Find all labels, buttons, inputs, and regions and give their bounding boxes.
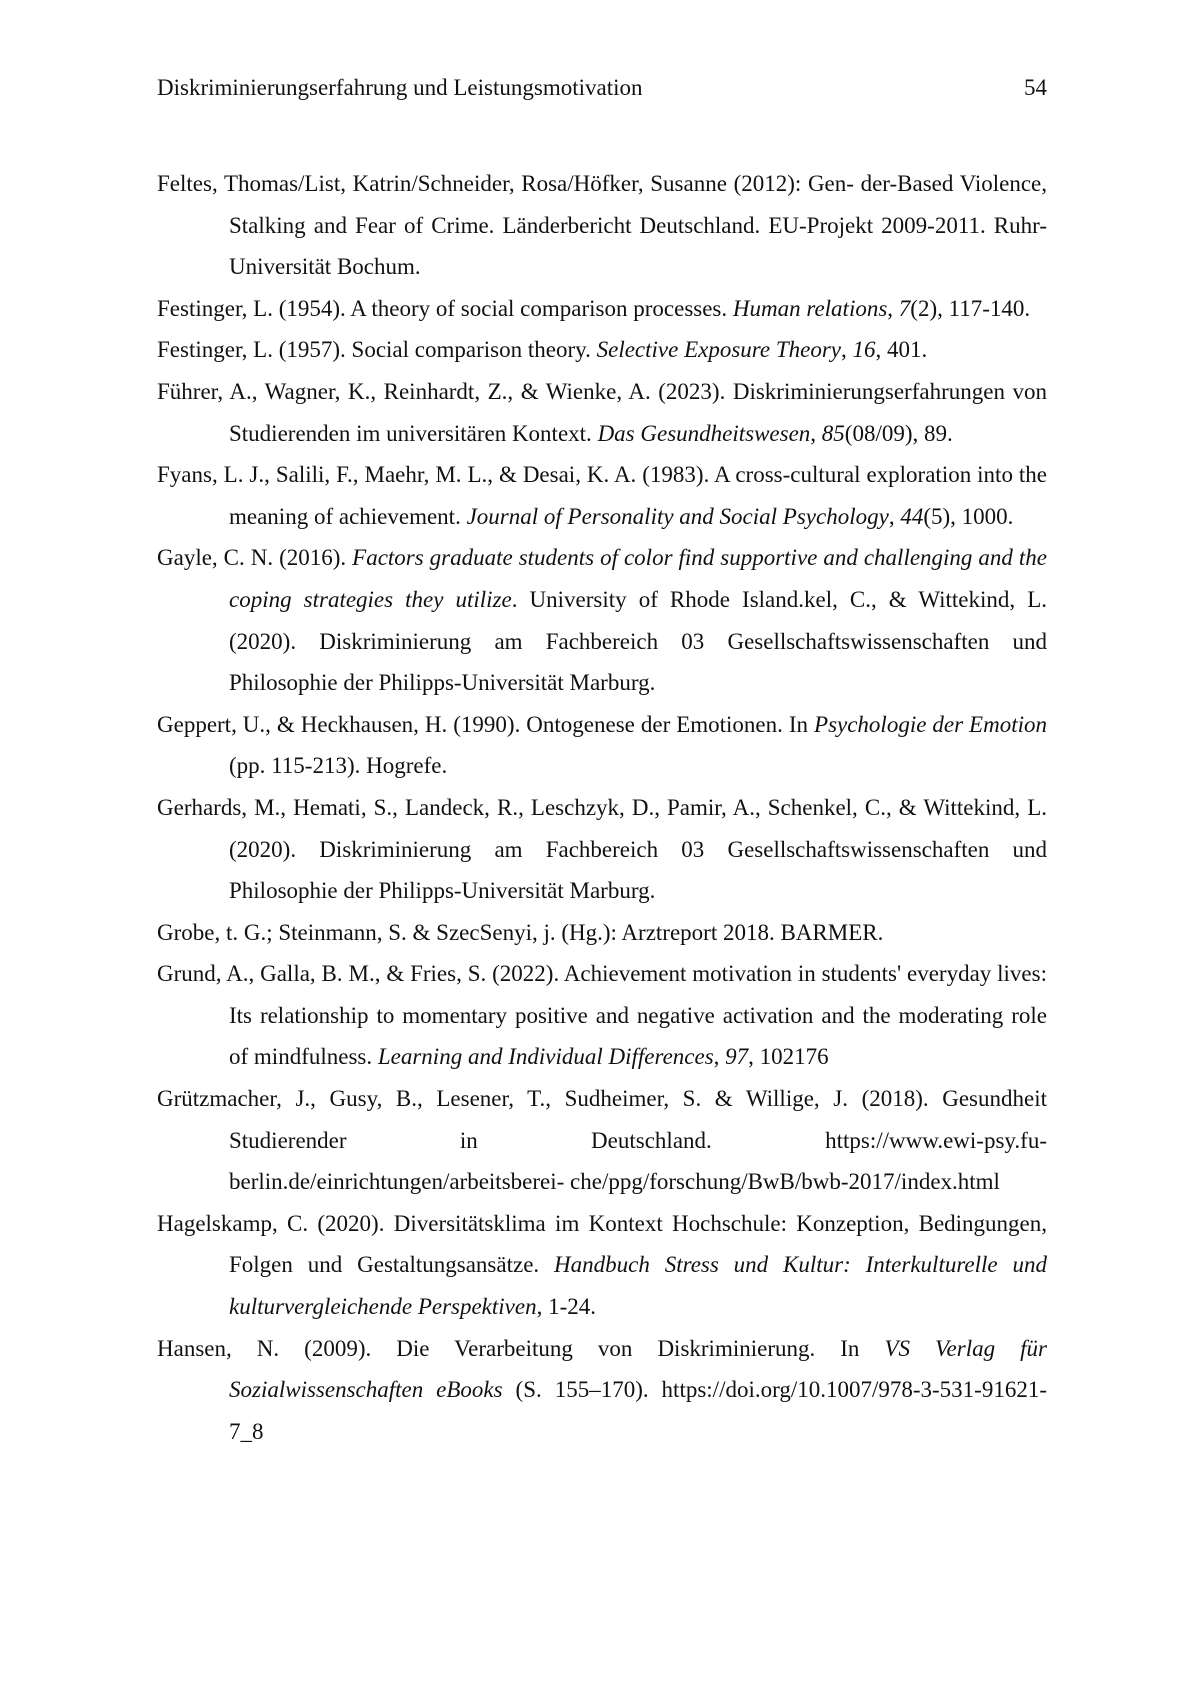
reference-entry	[157, 371, 1047, 454]
reference-text: Gerhards, M., Hemati, S., Landeck, R., Leschzyk, D., Pamir, A., Schenkel, C., & Wittekind, L. (2020). Diskriminierung am Fachbereich 03 Gesellschaftswissenschaften und Philosophie der Philipps-Universität Marburg.	[157, 794, 1047, 904]
reference-text: ,	[841, 337, 853, 363]
reference-entry	[157, 787, 1047, 912]
reference-text: (2), 117-140.	[910, 295, 1031, 321]
reference-italic-text: Learning and Individual Differences	[377, 1044, 714, 1070]
running-title: Diskriminierungserfahrung und Leistungsmotivation	[157, 75, 643, 100]
reference-text: Hagelskamp, C. (2020). Diversitätsklima im Kontext Hochschule: Konzeption, Bedingungen, Folgen und Gestaltungsansätze.	[157, 1210, 1047, 1278]
reference-italic-text: Human relations	[732, 295, 888, 321]
reference-text: ,	[713, 1044, 726, 1070]
reference-text: , 401.	[875, 337, 928, 363]
reference-entry	[157, 912, 1047, 954]
reference-italic-text: 44	[900, 503, 924, 529]
reference-text: Festinger, L. (1954). A theory of social comparison processes.	[157, 295, 733, 321]
page-number: 54	[1024, 75, 1047, 100]
reference-entry	[157, 329, 1047, 371]
reference-italic-text: Handbuch Stress und Kultur: Interkulturelle und kulturvergleichende Perspektiven	[229, 1252, 1047, 1320]
reference-italic-text: 7	[898, 295, 911, 321]
reference-italic-text: Factors graduate students of color find supportive and challenging and the coping strategies they utilize	[229, 545, 1047, 612]
reference-entry	[157, 163, 1047, 288]
reference-text: Hansen, N. (2009). Die Verarbeitung von Diskriminierung. In	[157, 1335, 885, 1361]
reference-italic-text: VS Verlag für Sozialwissenschaften eBooks	[229, 1335, 1047, 1403]
reference-text: . University of Rhode Island.kel, C., & Wittekind, L. (2020). Diskriminierung am Fachbereich 03 Gesellschaftswissenschaften und Philosophie der Philipps-Universität Marburg.	[229, 586, 1047, 696]
reference-entry	[157, 537, 1047, 703]
reference-italic-text: Selective Exposure Theory	[596, 337, 841, 363]
reference-entry	[157, 1078, 1047, 1203]
reference-text: ,	[888, 503, 901, 529]
reference-text: Festinger, L. (1957). Social comparison theory.	[157, 337, 597, 363]
reference-italic-text: 97	[725, 1044, 749, 1070]
reference-text: Geppert, U., & Heckhausen, H. (1990). Ontogenese der Emotionen. In	[157, 711, 815, 737]
reference-entry	[157, 1328, 1047, 1453]
reference-text: (5), 1000.	[923, 503, 1014, 529]
reference-italic-text: 16	[852, 337, 876, 363]
reference-text: Gayle, C. N. (2016).	[157, 545, 353, 571]
reference-entry	[157, 1203, 1047, 1328]
reference-text: , 102176	[748, 1044, 829, 1070]
reference-list	[157, 163, 1047, 1452]
reference-text: ,	[810, 420, 822, 446]
reference-entry	[157, 704, 1047, 787]
reference-text: (pp. 115-213). Hogrefe.	[229, 753, 448, 779]
reference-text: Grützmacher, J., Gusy, B., Lesener, T., Sudheimer, S. & Willige, J. (2018). Gesundheit Studierender in Deutschland. https://www.ewi-psy.fu-berlin.de/einrichtungen/arbeitsberei- che/ppg/forschung/BwB/bwb-2017/index.html	[157, 1086, 1047, 1195]
reference-text: Fyans, L. J., Salili, F., Maehr, M. L., & Desai, K. A. (1983). A cross-cultural exploration into the meaning of achievement.	[157, 462, 1047, 529]
reference-italic-text: Das Gesundheitswesen	[597, 420, 811, 446]
reference-text: Führer, A., Wagner, K., Reinhardt, Z., & Wienke, A. (2023). Diskriminierungserfahrungen von Studierenden im universitären Kontext.	[157, 378, 1047, 446]
reference-text: (S. 155–170). https://doi.org/10.1007/978-3-531-91621-7_8	[229, 1377, 1048, 1444]
page-header	[157, 72, 1047, 108]
reference-italic-text: Journal of Personality and Social Psychology	[466, 503, 889, 529]
reference-entry	[157, 953, 1047, 1078]
reference-text: Grobe, t. G.; Steinmann, S. & SzecSenyi, j. (Hg.): Arztreport 2018. BARMER.	[157, 919, 884, 945]
reference-text: Grund, A., Galla, B. M., & Fries, S. (2022). Achievement motivation in students' everyday lives: Its relationship to momentary positive and negative activation and the moderating role of mindfulness.	[157, 961, 1047, 1070]
reference-text: ,	[887, 295, 899, 321]
reference-text: (08/09), 89.	[844, 420, 953, 446]
reference-italic-text: 85	[821, 420, 845, 446]
reference-text: Feltes, Thomas/List, Katrin/Schneider, Rosa/Höfker, Susanne (2012): Gen- der-Based Violence, Stalking and Fear of Crime. Länderbericht Deutschland. EU-Projekt 2009-2011. Ruhr-Universität Bochum.	[157, 171, 1047, 280]
reference-italic-text: Psychologie der Emotion	[814, 711, 1047, 737]
reference-entry	[157, 288, 1047, 330]
reference-entry	[157, 454, 1047, 537]
reference-text: , 1-24.	[536, 1294, 597, 1320]
